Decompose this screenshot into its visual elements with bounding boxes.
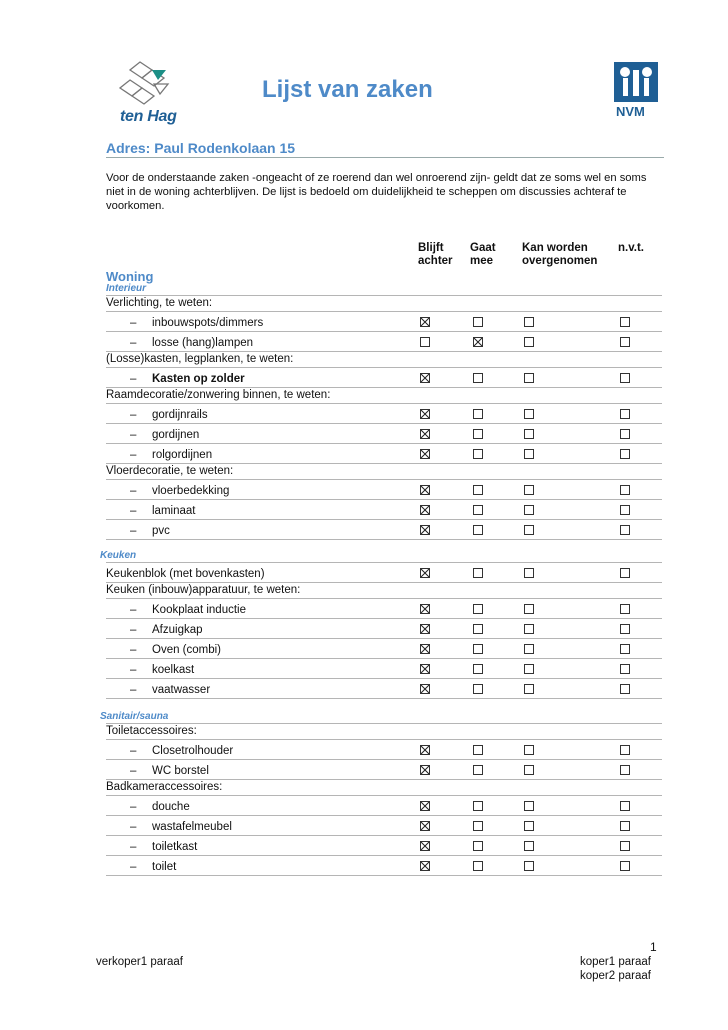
checkbox-blijft-achter-checked[interactable] — [420, 485, 430, 495]
table-row — [106, 312, 662, 332]
checkbox-gaat-mee-checked[interactable] — [473, 337, 483, 347]
section-title-woning: Woning — [106, 269, 154, 284]
row-label: Badkameraccessoires: — [106, 781, 223, 793]
check-cross-icon — [421, 430, 429, 438]
checkbox-nvt[interactable] — [620, 449, 630, 459]
category-row — [106, 780, 662, 796]
row-label: Kasten op zolder — [152, 373, 245, 385]
row-label: koelkast — [152, 664, 195, 676]
checkbox-nvt[interactable] — [620, 765, 630, 775]
checkbox-kan-worden-overgenomen[interactable] — [524, 317, 534, 327]
table-row — [106, 659, 662, 679]
checkbox-nvt[interactable] — [620, 373, 630, 383]
checkbox-blijft-achter-checked[interactable] — [420, 317, 430, 327]
checkbox-nvt[interactable] — [620, 624, 630, 634]
checkbox-kan-worden-overgenomen[interactable] — [524, 821, 534, 831]
checkbox-gaat-mee[interactable] — [473, 861, 483, 871]
check-cross-icon — [421, 410, 429, 418]
category-row — [106, 352, 662, 368]
checkbox-kan-worden-overgenomen[interactable] — [524, 525, 534, 535]
ten-hag-logo — [118, 58, 188, 128]
seller-initials-label: verkoper1 paraaf — [96, 956, 183, 968]
row-label: losse (hang)lampen — [152, 337, 254, 349]
check-cross-icon — [421, 685, 429, 693]
subsection-title: Interieur — [106, 283, 147, 294]
nvm-logo — [614, 62, 662, 118]
check-cross-icon — [421, 605, 429, 613]
table-row — [106, 404, 662, 424]
table-row — [106, 816, 662, 836]
checkbox-blijft-achter-checked[interactable] — [420, 409, 430, 419]
category-row — [106, 296, 662, 312]
checkbox-kan-worden-overgenomen[interactable] — [524, 485, 534, 495]
bullet-dash: – — [130, 684, 137, 696]
check-cross-icon — [421, 645, 429, 653]
ten-hag-emblem-icon — [118, 58, 178, 106]
checkbox-nvt[interactable] — [620, 485, 630, 495]
checkbox-kan-worden-overgenomen[interactable] — [524, 841, 534, 851]
row-label: Verlichting, te weten: — [106, 297, 213, 309]
table-row — [106, 520, 662, 540]
bullet-dash: – — [130, 821, 137, 833]
table-row — [106, 796, 662, 816]
checkbox-blijft-achter-checked[interactable] — [420, 505, 430, 515]
bullet-dash: – — [130, 337, 137, 349]
intro-paragraph: Voor de onderstaande zaken -ongeacht of ze roerend dan wel onroerend zijn- geldt dat ze soms wel en soms niet in de woning achterblijven. De lijst is bedoeld om duidelijkheid te scheppen om discussies achteraf te voorkomen. — [106, 172, 647, 212]
table-row — [106, 500, 662, 520]
bullet-dash: – — [130, 373, 137, 385]
ten-hag-wordmark: ten Hag — [120, 108, 177, 125]
check-cross-icon — [421, 569, 429, 577]
table-row — [106, 740, 662, 760]
nvm-emblem-icon — [614, 62, 658, 102]
checkbox-gaat-mee[interactable] — [473, 525, 483, 535]
check-cross-icon — [474, 338, 482, 346]
table-row — [106, 679, 662, 699]
table-row — [106, 599, 662, 619]
row-label: gordijnrails — [152, 409, 208, 421]
checkbox-gaat-mee[interactable] — [473, 568, 483, 578]
checkbox-nvt[interactable] — [620, 409, 630, 419]
row-label: douche — [152, 801, 190, 813]
row-label: Kookplaat inductie — [152, 604, 246, 616]
table-row — [106, 563, 662, 583]
checkbox-kan-worden-overgenomen[interactable] — [524, 624, 534, 634]
checkbox-blijft-achter-checked[interactable] — [420, 841, 430, 851]
check-cross-icon — [421, 450, 429, 458]
row-label: rolgordijnen — [152, 449, 213, 461]
checkbox-nvt[interactable] — [620, 604, 630, 614]
checkbox-kan-worden-overgenomen[interactable] — [524, 449, 534, 459]
check-cross-icon — [421, 318, 429, 326]
checkbox-gaat-mee[interactable] — [473, 765, 483, 775]
checkbox-kan-worden-overgenomen[interactable] — [524, 765, 534, 775]
table-row — [106, 444, 662, 464]
bullet-dash: – — [130, 801, 137, 813]
table-row — [106, 856, 662, 876]
table-row — [106, 424, 662, 444]
checkbox-nvt[interactable] — [620, 337, 630, 347]
bullet-dash: – — [130, 664, 137, 676]
column-header-gaat-mee: Gaat mee — [470, 242, 496, 267]
subsection-title: Sanitair/sauna — [100, 711, 169, 722]
check-cross-icon — [421, 802, 429, 810]
column-header-blijft-achter: Blijft achter — [418, 242, 453, 267]
row-label: gordijnen — [152, 429, 200, 441]
table-row — [106, 480, 662, 500]
checkbox-kan-worden-overgenomen[interactable] — [524, 801, 534, 811]
table-row — [106, 836, 662, 856]
checkbox-gaat-mee[interactable] — [473, 604, 483, 614]
checkbox-blijft-achter-checked[interactable] — [420, 821, 430, 831]
row-label: wastafelmeubel — [152, 821, 232, 833]
checkbox-nvt[interactable] — [620, 644, 630, 654]
checkbox-kan-worden-overgenomen[interactable] — [524, 861, 534, 871]
checkbox-gaat-mee[interactable] — [473, 505, 483, 515]
row-label: Vloerdecoratie, te weten: — [106, 465, 234, 477]
row-label: Keukenblok (met bovenkasten) — [106, 568, 265, 580]
bullet-dash: – — [130, 841, 137, 853]
checkbox-nvt[interactable] — [620, 664, 630, 674]
checkbox-nvt[interactable] — [620, 568, 630, 578]
checkbox-kan-worden-overgenomen[interactable] — [524, 684, 534, 694]
check-cross-icon — [421, 822, 429, 830]
checkbox-blijft-achter-checked[interactable] — [420, 765, 430, 775]
row-label: vloerbedekking — [152, 485, 230, 497]
bullet-dash: – — [130, 745, 137, 757]
category-row — [106, 388, 662, 404]
table-row — [106, 332, 662, 352]
nvm-wordmark: NVM — [616, 104, 645, 119]
checkbox-kan-worden-overgenomen[interactable] — [524, 644, 534, 654]
checkbox-blijft-achter[interactable] — [420, 337, 430, 347]
checkbox-kan-worden-overgenomen[interactable] — [524, 505, 534, 515]
checkbox-blijft-achter-checked[interactable] — [420, 861, 430, 871]
row-label: Closetrolhouder — [152, 745, 234, 757]
row-label: Toiletaccessoires: — [106, 725, 197, 737]
checkbox-nvt[interactable] — [620, 684, 630, 694]
row-label: laminaat — [152, 505, 196, 517]
checkbox-kan-worden-overgenomen[interactable] — [524, 664, 534, 674]
checkbox-blijft-achter-checked[interactable] — [420, 373, 430, 383]
page-title: Lijst van zaken — [262, 76, 433, 103]
row-label: vaatwasser — [152, 684, 211, 696]
page-number: 1 — [650, 940, 657, 954]
column-header-nvt: n.v.t. — [618, 242, 644, 254]
checkbox-blijft-achter-checked[interactable] — [420, 525, 430, 535]
bullet-dash: – — [130, 604, 137, 616]
checkbox-kan-worden-overgenomen[interactable] — [524, 604, 534, 614]
checkbox-blijft-achter-checked[interactable] — [420, 644, 430, 654]
bullet-dash: – — [130, 449, 137, 461]
checkbox-gaat-mee[interactable] — [473, 409, 483, 419]
checkbox-kan-worden-overgenomen[interactable] — [524, 429, 534, 439]
checkbox-nvt[interactable] — [620, 801, 630, 811]
buyer1-initials-label: koper1 paraaf — [580, 956, 651, 968]
checkbox-gaat-mee[interactable] — [473, 373, 483, 383]
bullet-dash: – — [130, 765, 137, 777]
category-row — [106, 464, 662, 480]
check-cross-icon — [421, 506, 429, 514]
check-cross-icon — [421, 526, 429, 534]
checkbox-kan-worden-overgenomen[interactable] — [524, 409, 534, 419]
checkbox-gaat-mee[interactable] — [473, 644, 483, 654]
address-divider — [106, 157, 664, 158]
checkbox-kan-worden-overgenomen[interactable] — [524, 373, 534, 383]
checkbox-gaat-mee[interactable] — [473, 664, 483, 674]
checkbox-nvt[interactable] — [620, 505, 630, 515]
checkbox-blijft-achter-checked[interactable] — [420, 568, 430, 578]
checkbox-nvt[interactable] — [620, 841, 630, 851]
checkbox-blijft-achter-checked[interactable] — [420, 801, 430, 811]
check-cross-icon — [421, 665, 429, 673]
check-cross-icon — [421, 486, 429, 494]
buyer2-initials-label: koper2 paraaf — [580, 970, 651, 982]
checkbox-blijft-achter-checked[interactable] — [420, 745, 430, 755]
checkbox-nvt[interactable] — [620, 861, 630, 871]
checkbox-gaat-mee[interactable] — [473, 624, 483, 634]
checkbox-gaat-mee[interactable] — [473, 745, 483, 755]
check-cross-icon — [421, 862, 429, 870]
table-row — [106, 639, 662, 659]
row-label: WC borstel — [152, 765, 209, 777]
check-cross-icon — [421, 625, 429, 633]
table-row — [106, 760, 662, 780]
checkbox-blijft-achter-checked[interactable] — [420, 429, 430, 439]
column-header-kan-worden-overgenomen: Kan worden overgenomen — [522, 242, 598, 267]
bullet-dash: – — [130, 644, 137, 656]
checkbox-gaat-mee[interactable] — [473, 449, 483, 459]
bullet-dash: – — [130, 485, 137, 497]
row-label: toiletkast — [152, 841, 198, 853]
table-row — [106, 619, 662, 639]
bullet-dash: – — [130, 861, 137, 873]
check-cross-icon — [421, 746, 429, 754]
category-row — [106, 724, 662, 740]
checkbox-gaat-mee[interactable] — [473, 821, 483, 831]
checkbox-gaat-mee[interactable] — [473, 841, 483, 851]
checkbox-nvt[interactable] — [620, 745, 630, 755]
subsection-title: Keuken — [100, 550, 137, 561]
checkbox-gaat-mee[interactable] — [473, 684, 483, 694]
checkbox-blijft-achter-checked[interactable] — [420, 624, 430, 634]
checkbox-blijft-achter-checked[interactable] — [420, 604, 430, 614]
bullet-dash: – — [130, 409, 137, 421]
category-row — [106, 583, 662, 599]
row-label: toilet — [152, 861, 177, 873]
row-label: Oven (combi) — [152, 644, 222, 656]
checkbox-blijft-achter-checked[interactable] — [420, 684, 430, 694]
checkbox-kan-worden-overgenomen[interactable] — [524, 568, 534, 578]
bullet-dash: – — [130, 624, 137, 636]
checkbox-gaat-mee[interactable] — [473, 317, 483, 327]
table-row — [106, 368, 662, 388]
checkbox-blijft-achter-checked[interactable] — [420, 449, 430, 459]
check-cross-icon — [421, 374, 429, 382]
row-label: inbouwspots/dimmers — [152, 317, 264, 329]
checkbox-nvt[interactable] — [620, 525, 630, 535]
checkbox-gaat-mee[interactable] — [473, 429, 483, 439]
address-heading: Adres: Paul Rodenkolaan 15 — [106, 140, 296, 156]
checkbox-gaat-mee[interactable] — [473, 801, 483, 811]
row-label: (Losse)kasten, legplanken, te weten: — [106, 353, 294, 365]
checkbox-nvt[interactable] — [620, 821, 630, 831]
checkbox-blijft-achter-checked[interactable] — [420, 664, 430, 674]
checkbox-nvt[interactable] — [620, 317, 630, 327]
check-cross-icon — [421, 766, 429, 774]
checkbox-kan-worden-overgenomen[interactable] — [524, 337, 534, 347]
row-label: pvc — [152, 525, 170, 537]
row-label: Afzuigkap — [152, 624, 203, 636]
checkbox-nvt[interactable] — [620, 429, 630, 439]
row-label: Raamdecoratie/zonwering binnen, te weten: — [106, 389, 331, 401]
bullet-dash: – — [130, 525, 137, 537]
checkbox-gaat-mee[interactable] — [473, 485, 483, 495]
row-label: Keuken (inbouw)apparatuur, te weten: — [106, 584, 301, 596]
checkbox-kan-worden-overgenomen[interactable] — [524, 745, 534, 755]
bullet-dash: – — [130, 429, 137, 441]
bullet-dash: – — [130, 317, 137, 329]
check-cross-icon — [421, 842, 429, 850]
bullet-dash: – — [130, 505, 137, 517]
